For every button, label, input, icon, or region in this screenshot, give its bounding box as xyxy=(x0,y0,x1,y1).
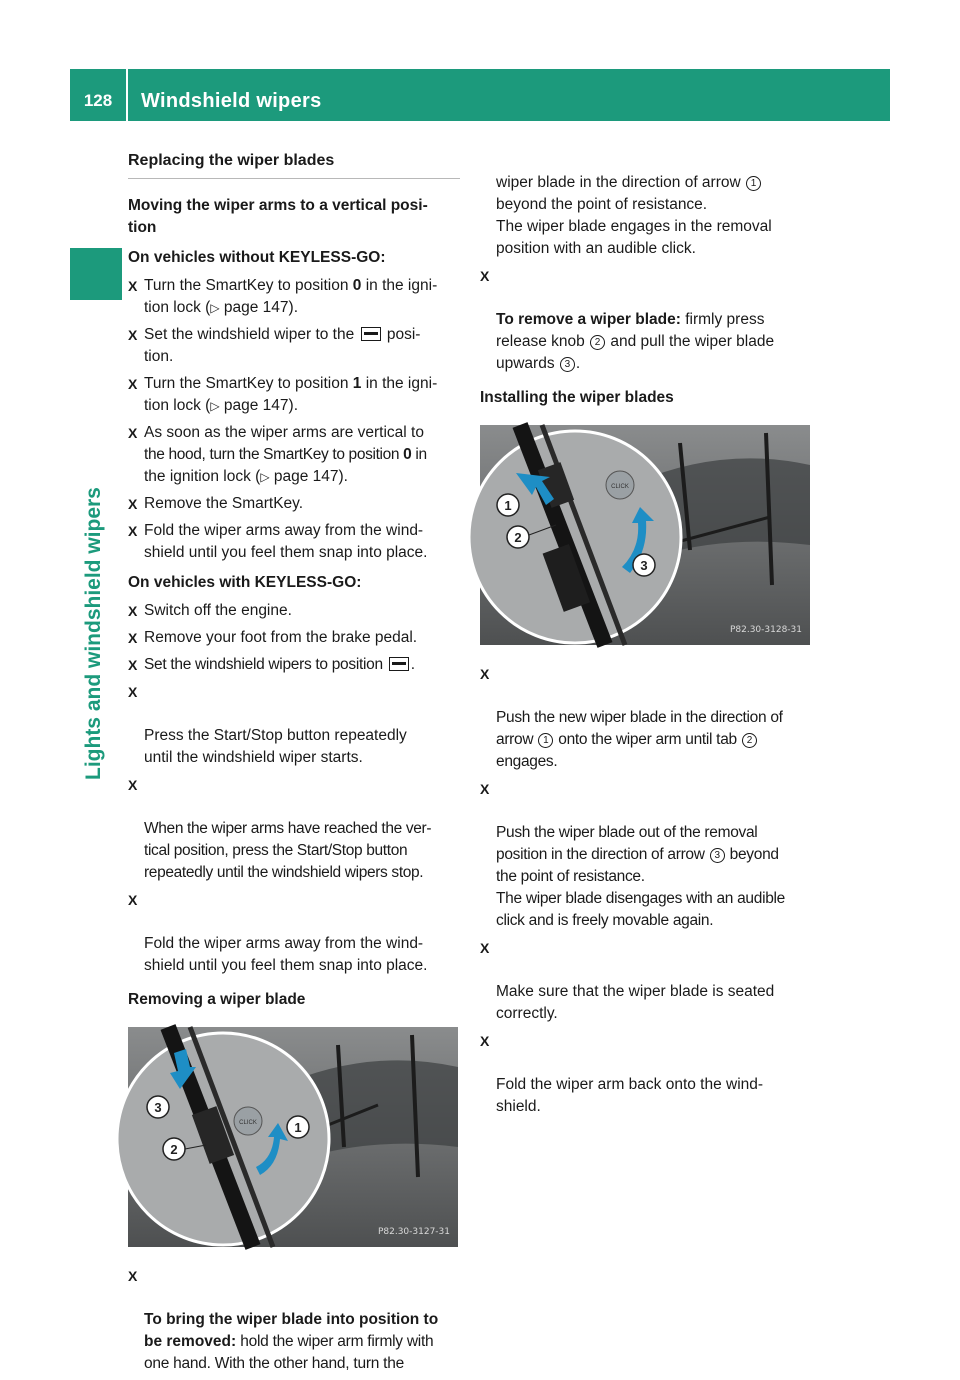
wiper-install-illustration xyxy=(480,425,810,645)
page-ref-link[interactable]: page 147). xyxy=(223,299,299,316)
step-marker: X xyxy=(128,425,138,441)
left-column xyxy=(128,150,460,1380)
side-label xyxy=(79,487,119,820)
step-install-2: X Push the wiper blade out of the removal position in the direction of arrow 3 beyond the point of resistance. The wiper blade disengages with an audible click and is freely movable again. xyxy=(480,778,816,932)
step-without-4: X As soon as the wiper arms are vertical to the hood, turn the SmartKey to position 0 in the ignition lock (▷ page 147). xyxy=(128,424,427,485)
step-install-1: X Push the new wiper blade in the direction of arrow 1 onto the wiper arm until tab 2 engages. xyxy=(480,663,816,773)
step-without-1: X Turn the SmartKey to position 0 in the igni- tion lock (▷ page 147). xyxy=(128,277,438,316)
callout-1: 1 xyxy=(294,1120,302,1135)
step-without-6: X Fold the wiper arms away from the wind- shield until you feel them snap into place. xyxy=(128,522,428,561)
header-title: Windshield wipers xyxy=(141,90,322,112)
figure-removing-blade xyxy=(128,1027,458,1247)
step-marker: X xyxy=(480,666,490,682)
step-marker: X xyxy=(128,684,138,700)
step-marker: X xyxy=(128,327,138,343)
step-with-3: X Set the windshield wipers to position . xyxy=(128,654,460,676)
wiper-removal-illustration xyxy=(128,1027,458,1247)
callout-ref-3: 3 xyxy=(710,848,725,863)
side-tab xyxy=(70,248,122,300)
ref-arrow-icon: ▷ xyxy=(210,399,220,413)
wiper-position-icon xyxy=(389,657,409,671)
ref-arrow-icon: ▷ xyxy=(260,470,270,484)
with-keyless-title: On vehicles with KEYLESS-GO: xyxy=(128,574,362,591)
step-marker: X xyxy=(128,278,138,294)
callout-2: 2 xyxy=(514,530,522,545)
step-marker: X xyxy=(128,657,138,673)
step-marker: X xyxy=(128,630,138,646)
step-marker: X xyxy=(128,892,138,908)
page-ref-link[interactable]: page 147). xyxy=(223,397,299,414)
step-without-3: X Turn the SmartKey to position 1 in the igni- tion lock (▷ page 147). xyxy=(128,375,438,414)
step-marker: X xyxy=(128,1268,138,1284)
step-marker: X xyxy=(128,603,138,619)
click-label: CLICK xyxy=(239,1120,257,1126)
callout-3: 3 xyxy=(154,1100,162,1115)
step-marker: X xyxy=(480,781,490,797)
callout-ref-1: 1 xyxy=(746,176,761,191)
right-column xyxy=(480,150,816,1123)
wiper-position-icon xyxy=(361,327,381,341)
removing-title: Removing a wiper blade xyxy=(128,991,306,1008)
step-with-5: X When the wiper arms have reached the ver- tical position, press the Start/Stop button repeatedly until the windshield wipers stop. xyxy=(128,774,460,884)
step-with-2: X Remove your foot from the brake pedal. xyxy=(128,627,460,649)
step-marker: X xyxy=(128,777,137,793)
step-marker: X xyxy=(480,268,490,284)
step-with-6: X Fold the wiper arms away from the wind- shield until you feel them snap into place. xyxy=(128,889,460,977)
step-marker: X xyxy=(128,496,138,512)
step-continuation: wiper blade in the direction of arrow 1 beyond the point of resistance. The wiper blade engages in the removal position with an audible click. xyxy=(496,174,772,257)
figure-code: P82.30-3128-31 xyxy=(729,625,802,635)
page-ref-link[interactable]: page 147). xyxy=(273,468,348,485)
step-without-5: X Remove the SmartKey. xyxy=(128,493,460,515)
click-label: CLICK xyxy=(611,484,629,490)
figure-installing-blade xyxy=(480,425,810,645)
step-marker: X xyxy=(480,1033,490,1049)
ref-arrow-icon: ▷ xyxy=(210,301,220,315)
callout-ref-3: 3 xyxy=(560,357,575,372)
callout-ref-2: 2 xyxy=(742,733,757,748)
step-marker: X xyxy=(480,940,490,956)
page-number: 128 xyxy=(83,91,113,110)
figure-code: P82.30-3127-31 xyxy=(377,1227,450,1237)
callout-ref-2: 2 xyxy=(590,335,605,350)
step-remove-blade: X To remove a wiper blade: firmly press release knob 2 and pull the wiper blade upwards 3 . xyxy=(480,265,816,375)
step-with-4: X Press the Start/Stop button repeatedly until the windshield wiper starts. xyxy=(128,681,460,769)
step-with-1: X Switch off the engine. xyxy=(128,600,460,622)
without-keyless-title: On vehicles without KEYLESS-GO: xyxy=(128,249,386,266)
moving-title: Moving the wiper arms to a vertical posi- tion xyxy=(128,197,428,236)
side-label-text: Lights and windshield wipers xyxy=(82,487,105,780)
step-bring-position: X To bring the wiper blade into position to be removed: hold the wiper arm firmly with one hand. With the other hand, turn the xyxy=(128,1265,460,1375)
callout-2: 2 xyxy=(170,1142,178,1157)
header-divider xyxy=(126,69,128,121)
step-install-4: X Fold the wiper arm back onto the wind- shield. xyxy=(480,1030,816,1118)
installing-title: Installing the wiper blades xyxy=(480,389,674,406)
step-without-2: X Set the windshield wiper to the posi- tion. xyxy=(128,326,421,365)
callout-3: 3 xyxy=(640,558,648,573)
section-title: Replacing the wiper blades xyxy=(128,150,460,179)
callout-1: 1 xyxy=(504,498,512,513)
step-marker: X xyxy=(128,376,138,392)
step-install-3: X Make sure that the wiper blade is seated correctly. xyxy=(480,937,816,1025)
callout-ref-1: 1 xyxy=(538,733,553,748)
step-marker: X xyxy=(128,523,138,539)
